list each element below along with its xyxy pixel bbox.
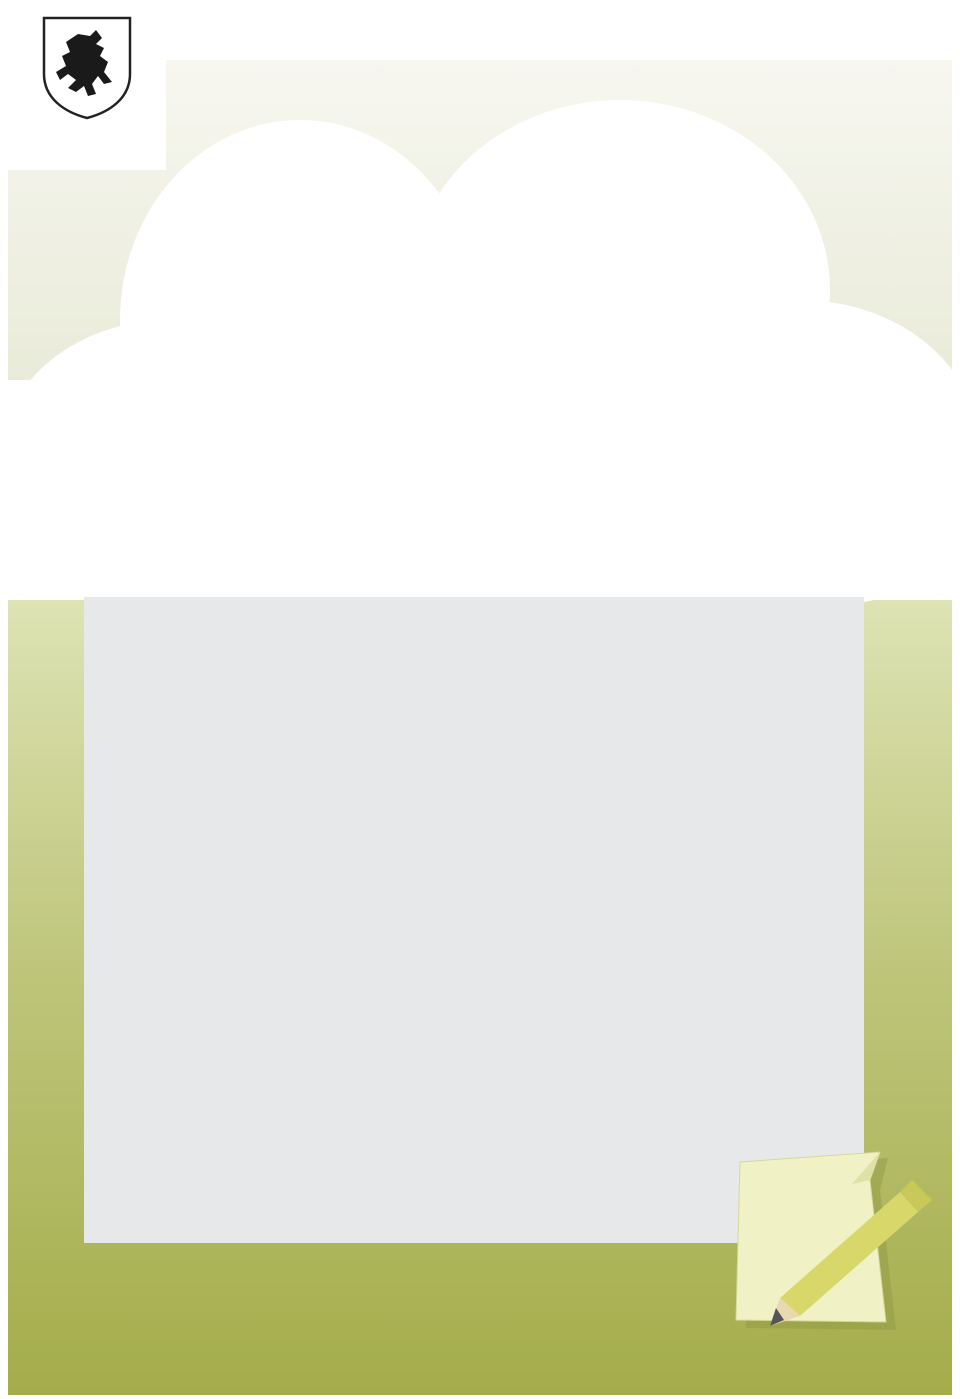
info-card [84,597,864,1243]
municipality-logo [8,4,166,170]
coat-of-arms-lion-icon [38,12,136,122]
notepad-icon [720,1150,950,1340]
